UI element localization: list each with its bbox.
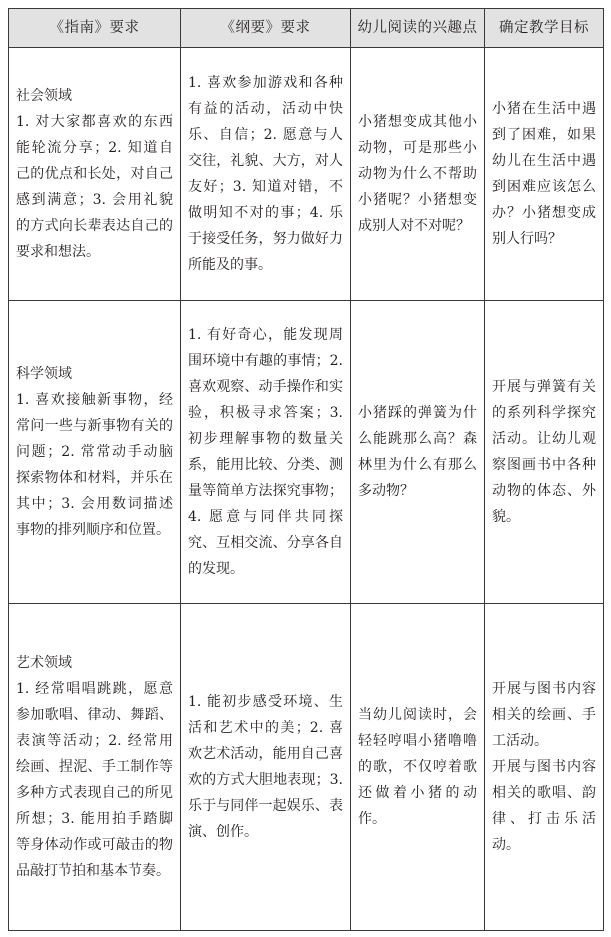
guide-text-science: 1. 喜欢接触新事物，经常问一些与新事物有关的问题；2. 常常动手动脑探索物体和材料，并乐在其中；3. 会用数词描述事物的排列顺序和位置。	[16, 392, 173, 538]
header-goal: 确定教学目标	[485, 9, 604, 48]
cell-interest-science	[351, 301, 485, 604]
cell-interest-social	[351, 48, 485, 301]
interest-text-science: 小猪踩的弹簧为什么能跳那么高？森林里为什么有那么多动物？	[358, 405, 477, 499]
table-row-social	[9, 48, 604, 301]
header-guide: 《指南》要求	[9, 9, 181, 48]
cell-guide-science	[9, 301, 181, 604]
table-row-science	[9, 301, 604, 604]
cell-guide-social	[9, 48, 181, 301]
domain-name-social: 社会领域	[16, 88, 72, 104]
cell-outline-art	[181, 604, 351, 931]
cell-goal-science	[485, 301, 604, 604]
domain-name-art: 艺术领域	[16, 655, 72, 671]
interest-text-social: 小猪想变成其他小动物，可是那些小动物为什么不帮助小猪呢？小猪想变成别人对不对呢？	[358, 114, 477, 234]
goal-text-science: 开展与弹簧有关的系列科学探究活动。让幼儿观察图画书中各种动物的体态、外貌。	[492, 379, 596, 525]
cell-interest-art	[351, 604, 485, 931]
goal-text-social: 小猪在生活中遇到了困难，如果幼儿在生活中遇到困难应该怎么办？小猪想变成别人行吗？	[492, 101, 596, 247]
table-header-row	[9, 9, 604, 48]
table-row-art	[9, 604, 604, 931]
interest-text-art: 当幼儿阅读时，会轻轻哼唱小猪噜噜的歌，不仅哼着歌还做着小猪的动作。	[358, 707, 477, 827]
curriculum-table	[8, 8, 604, 931]
goal-text-art-1: 开展与图书内容相关的绘画、手工活动。	[492, 681, 596, 749]
cell-outline-social	[181, 48, 351, 301]
cell-goal-social	[485, 48, 604, 301]
cell-outline-science	[181, 301, 351, 604]
outline-text-social: 1. 喜欢参加游戏和各种有益的活动，活动中快乐、自信；2. 愿意与人交往，礼貌、大方，对人友好；3. 知道对错，不做明知不对的事；4. 乐于接受任务，努力做好力所能及的事。	[188, 75, 343, 273]
header-outline: 《纲要》要求	[181, 9, 351, 48]
guide-text-social: 1. 对大家都喜欢的东西能轮流分享；2. 知道自己的优点和长处，对自己感到满意；3. 会用礼貌的方式向长辈表达自己的要求和想法。	[16, 114, 173, 260]
guide-text-art: 1. 经常唱唱跳跳，愿意参加歌唱、律动、舞蹈、表演等活动；2. 经常用绘画、捏泥、手工制作等多种方式表现自己的所见所想；3. 能用拍手踏脚等身体动作或可敲击的物品敲打节拍和基本节奏。	[16, 681, 173, 879]
cell-goal-art	[485, 604, 604, 931]
cell-guide-art	[9, 604, 181, 931]
outline-text-science: 1. 有好奇心，能发现周围环境中有趣的事情；2. 喜欢观察、动手操作和实验，积极寻求答案；3. 初步理解事物的数量关系，能用比较、分类、测量等简单方法探究事物；4. 愿意与同伴共同探究、互相交流、分享各自的发现。	[188, 327, 343, 577]
header-interest: 幼儿阅读的兴趣点	[351, 9, 485, 48]
outline-text-art: 1. 能初步感受环境、生活和艺术中的美；2. 喜欢艺术活动，能用自己喜欢的方式大胆地表现；3. 乐于与同伴一起娱乐、表演、创作。	[188, 694, 343, 840]
domain-name-science: 科学领域	[16, 366, 72, 382]
goal-text-art-2: 开展与图书内容相关的歌唱、韵律、打击乐活动。	[492, 759, 596, 853]
